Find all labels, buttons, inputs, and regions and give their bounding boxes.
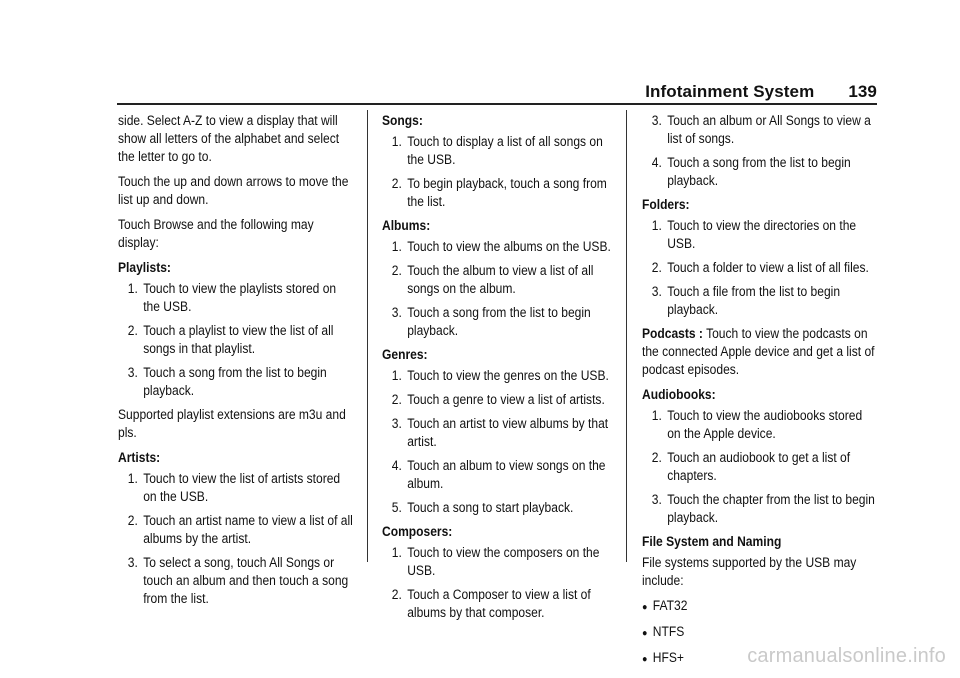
step-number: 4. — [651, 155, 662, 170]
list-item — [118, 554, 354, 608]
step-number: 1. — [391, 239, 402, 254]
artists-heading: Artists: — [118, 450, 161, 465]
list-item — [642, 449, 878, 485]
step-number: 2. — [391, 263, 402, 278]
albums-heading: Albums: — [382, 218, 431, 233]
step-number: 3. — [651, 284, 662, 299]
step-text: Touch a folder to view a list of all files. — [667, 260, 869, 275]
bullet-text: FAT32 — [652, 598, 688, 613]
step-text: Touch a song from the list to begin playback. — [143, 365, 327, 398]
step-text: To begin playback, touch a song from the list. — [407, 176, 607, 209]
list-item — [382, 586, 618, 622]
audiobooks-heading: Audiobooks: — [642, 387, 716, 402]
list-item — [382, 262, 618, 298]
paragraph: side. Select A-Z to view a display that will show all letters of the alphabet and select the letter to go to. — [118, 113, 340, 164]
paragraph: Touch Browse and the following may display: — [118, 217, 314, 250]
list-item — [382, 391, 618, 409]
list-item — [382, 415, 618, 451]
step-text: Touch an album or All Songs to view a list of songs. — [667, 113, 871, 146]
list-item — [642, 491, 878, 527]
step-number: 1. — [651, 408, 662, 423]
step-text: Touch an album to view songs on the album. — [407, 458, 606, 491]
paragraph: Supported playlist extensions are m3u and pls. — [118, 407, 346, 440]
step-number: 4. — [391, 458, 402, 473]
step-number: 2. — [651, 450, 662, 465]
step-text: Touch an audiobook to get a list of chapters. — [667, 450, 851, 483]
step-number: 3. — [651, 113, 662, 128]
step-text: Touch the chapter from the list to begin playback. — [667, 492, 875, 525]
step-text: Touch to view the albums on the USB. — [407, 239, 611, 254]
list-item — [382, 367, 618, 385]
step-number: 3. — [391, 416, 402, 431]
step-text: Touch a file from the list to begin playback. — [667, 284, 841, 317]
step-number: 1. — [391, 545, 402, 560]
step-text: Touch to view the composers on the USB. — [407, 545, 600, 578]
list-item — [642, 217, 878, 253]
podcasts-term: Podcasts : — [642, 326, 703, 341]
step-text: Touch an artist name to view a list of all albums by the artist. — [143, 513, 353, 546]
watermark: carmanualsonline.info — [747, 645, 946, 667]
step-number: 3. — [127, 365, 138, 380]
bullet-text: NTFS — [652, 624, 685, 639]
column-divider — [626, 110, 627, 562]
genres-heading: Genres: — [382, 347, 428, 362]
step-text: Touch a genre to view a list of artists. — [407, 392, 605, 407]
section-title: Infotainment System — [645, 82, 815, 101]
list-item — [118, 512, 354, 548]
step-number: 3. — [651, 492, 662, 507]
step-text: Touch a Composer to view a list of albums by that composer. — [407, 587, 591, 620]
list-item — [642, 407, 878, 443]
composers-heading: Composers: — [382, 524, 453, 539]
list-item — [382, 499, 618, 517]
list-item — [118, 364, 354, 400]
step-text: Touch an artist to view albums by that artist. — [407, 416, 609, 449]
step-text: Touch a song from the list to begin playback. — [407, 305, 591, 338]
bullet-text: HFS+ — [652, 650, 684, 665]
step-text: Touch to view the audiobooks stored on the Apple device. — [667, 408, 863, 441]
list-item — [642, 154, 878, 190]
list-item — [382, 238, 618, 256]
step-number: 1. — [127, 471, 138, 486]
list-item — [642, 597, 878, 617]
list-item — [382, 304, 618, 340]
step-text: Touch a playlist to view the list of all songs in that playlist. — [143, 323, 334, 356]
folders-heading: Folders: — [642, 197, 690, 212]
step-text: Touch to view the genres on the USB. — [407, 368, 609, 383]
step-number: 2. — [127, 323, 138, 338]
step-number: 1. — [391, 368, 402, 383]
list-item — [118, 470, 354, 506]
header-rule — [117, 103, 877, 105]
list-item — [118, 280, 354, 316]
file-system-heading: File System and Naming — [642, 534, 782, 549]
step-text: Touch to display a list of all songs on the USB. — [407, 134, 603, 167]
list-item — [642, 623, 878, 643]
step-number: 3. — [127, 555, 138, 570]
paragraph: File systems supported by the USB may include: — [642, 555, 857, 588]
bullet-icon: ● — [642, 602, 648, 613]
step-text: Touch a song to start playback. — [407, 500, 574, 515]
step-number: 2. — [127, 513, 138, 528]
step-text: Touch to view the list of artists stored on the USB. — [143, 471, 341, 504]
list-item — [382, 457, 618, 493]
list-item — [642, 259, 878, 277]
songs-heading: Songs: — [382, 113, 423, 128]
step-number: 1. — [651, 218, 662, 233]
step-text: Touch to view the directories on the USB. — [667, 218, 857, 251]
bullet-icon: ● — [642, 628, 648, 639]
step-text: Touch to view the playlists stored on the USB. — [143, 281, 337, 314]
column-3 — [642, 112, 878, 675]
paragraph: Touch the up and down arrows to move the list up and down. — [118, 174, 349, 207]
step-number: 2. — [391, 392, 402, 407]
step-number: 1. — [127, 281, 138, 296]
list-item — [382, 175, 618, 211]
column-1 — [118, 112, 354, 614]
list-item — [382, 133, 618, 169]
column-divider — [367, 110, 368, 562]
step-number: 2. — [391, 587, 402, 602]
step-text: To select a song, touch All Songs or touch an album and then touch a song from the list. — [143, 555, 349, 606]
page-header — [645, 82, 877, 102]
step-number: 2. — [651, 260, 662, 275]
list-item — [642, 112, 878, 148]
list-item — [118, 322, 354, 358]
podcasts-text: Touch to view the podcasts on the connected Apple device and get a list of podcast episodes. — [642, 326, 875, 377]
step-text: Touch a song from the list to begin playback. — [667, 155, 851, 188]
step-text: Touch the album to view a list of all songs on the album. — [407, 263, 594, 296]
bullet-icon: ● — [642, 654, 648, 665]
playlists-heading: Playlists: — [118, 260, 171, 275]
page-number: 139 — [848, 82, 877, 101]
column-2 — [382, 112, 618, 628]
list-item — [382, 544, 618, 580]
podcasts-paragraph — [642, 325, 878, 379]
list-item — [642, 283, 878, 319]
step-number: 1. — [391, 134, 402, 149]
step-number: 5. — [391, 500, 402, 515]
step-number: 3. — [391, 305, 402, 320]
step-number: 2. — [391, 176, 402, 191]
